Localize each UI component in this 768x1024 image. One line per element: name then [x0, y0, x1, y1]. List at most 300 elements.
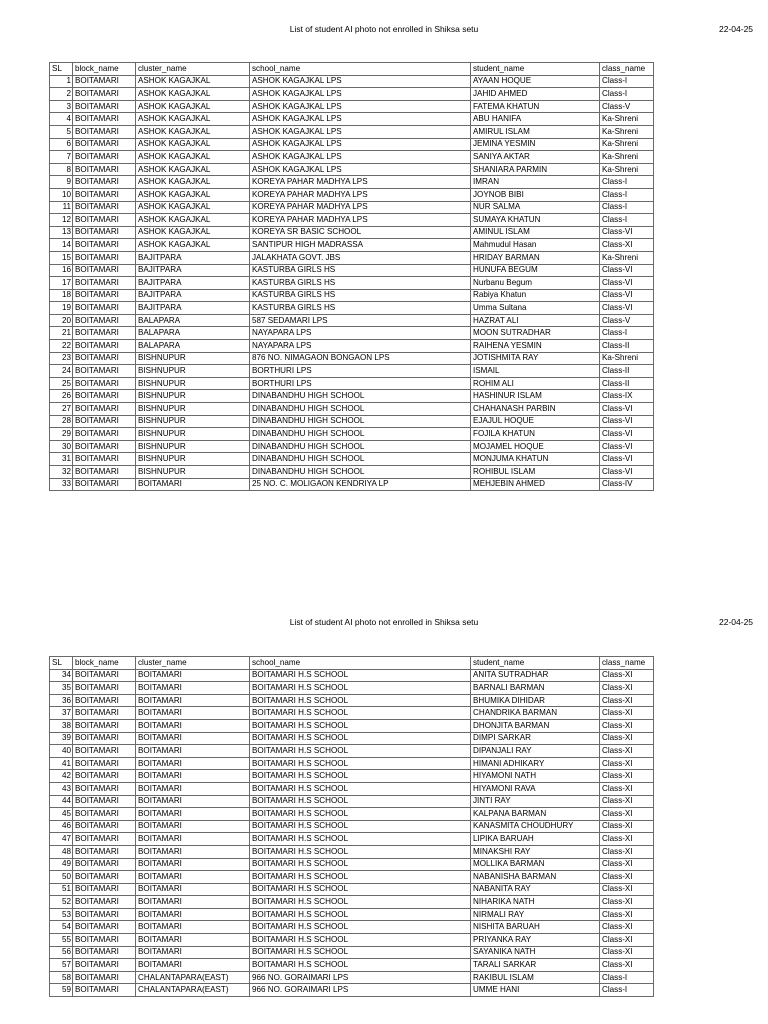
cell-student-name: JAHID AHMED [471, 88, 600, 101]
cell-sl: 22 [50, 340, 73, 353]
cell-sl: 21 [50, 327, 73, 340]
cell-sl: 54 [50, 921, 73, 934]
cell-sl: 34 [50, 669, 73, 682]
cell-class-name: Class-XI [600, 908, 654, 921]
table-row [50, 732, 654, 745]
cell-student-name: HRIDAY BARMAN [471, 251, 600, 264]
cell-sl: 24 [50, 365, 73, 378]
cell-school-name: BOITAMARI H.S SCHOOL [250, 921, 471, 934]
cell-class-name: Class-V [600, 100, 654, 113]
cell-block-name: BOITAMARI [73, 113, 136, 126]
cell-sl: 52 [50, 896, 73, 909]
cell-class-name: Class-IX [600, 390, 654, 403]
cell-school-name: NAYAPARA LPS [250, 340, 471, 353]
table-row [50, 808, 654, 821]
cell-school-name: JALAKHATA GOVT. JBS [250, 251, 471, 264]
cell-sl: 1 [50, 75, 73, 88]
cell-block-name: BOITAMARI [73, 176, 136, 189]
cell-cluster-name: BOITAMARI [136, 934, 250, 947]
cell-block-name: BOITAMARI [73, 138, 136, 151]
cell-class-name: Class-I [600, 75, 654, 88]
cell-cluster-name: BAJITPARA [136, 302, 250, 315]
cell-block-name: BOITAMARI [73, 883, 136, 896]
cell-sl: 8 [50, 163, 73, 176]
cell-class-name: Class-XI [600, 934, 654, 947]
table-row [50, 188, 654, 201]
cell-school-name: DINABANDHU HIGH SCHOOL [250, 453, 471, 466]
cell-school-name: 876 NO. NIMAGAON BONGAON LPS [250, 352, 471, 365]
table-row [50, 795, 654, 808]
cell-block-name: BOITAMARI [73, 100, 136, 113]
cell-sl: 46 [50, 820, 73, 833]
cell-student-name: TARALI SARKAR [471, 959, 600, 972]
cell-cluster-name: BOITAMARI [136, 694, 250, 707]
cell-student-name: MOON SUTRADHAR [471, 327, 600, 340]
cell-sl: 32 [50, 466, 73, 479]
cell-cluster-name: BOITAMARI [136, 896, 250, 909]
cell-cluster-name: BOITAMARI [136, 707, 250, 720]
cell-cluster-name: BAJITPARA [136, 289, 250, 302]
cell-cluster-name: BOITAMARI [136, 682, 250, 695]
cell-student-name: NUR SALMA [471, 201, 600, 214]
table-row [50, 302, 654, 315]
cell-class-name: Class-XI [600, 745, 654, 758]
table-row [50, 125, 654, 138]
cell-class-name: Class-V [600, 314, 654, 327]
cell-block-name: BOITAMARI [73, 125, 136, 138]
cell-sl: 43 [50, 782, 73, 795]
cell-school-name: BOITAMARI H.S SCHOOL [250, 795, 471, 808]
cell-student-name: FATEMA KHATUN [471, 100, 600, 113]
cell-class-name: Class-I [600, 971, 654, 984]
cell-student-name: MINAKSHI RAY [471, 845, 600, 858]
cell-school-name: KOREYA PAHAR MADHYA LPS [250, 176, 471, 189]
cell-student-name: AMINUL ISLAM [471, 226, 600, 239]
cell-student-name: HASHINUR ISLAM [471, 390, 600, 403]
cell-student-name: DHONJITA BARMAN [471, 719, 600, 732]
table-row [50, 959, 654, 972]
cell-cluster-name: CHALANTAPARA(EAST) [136, 984, 250, 997]
cell-cluster-name: ASHOK KAGAJKAL [136, 214, 250, 227]
sheet-title: List of student AI photo not enrolled in Shiksa setu [289, 24, 479, 34]
cell-sl: 13 [50, 226, 73, 239]
cell-student-name: DIMPI SARKAR [471, 732, 600, 745]
cell-school-name: 25 NO. C. MOLIGAON KENDRIYA LP [250, 478, 471, 491]
cell-block-name: BOITAMARI [73, 757, 136, 770]
table-row [50, 289, 654, 302]
cell-block-name: BOITAMARI [73, 340, 136, 353]
header-school-name: school_name [250, 63, 471, 76]
cell-class-name: Class-XI [600, 845, 654, 858]
cell-cluster-name: ASHOK KAGAJKAL [136, 226, 250, 239]
cell-student-name: ROHIBUL ISLAM [471, 466, 600, 479]
table-row [50, 75, 654, 88]
cell-school-name: BOITAMARI H.S SCHOOL [250, 871, 471, 884]
table-row [50, 934, 654, 947]
cell-sl: 9 [50, 176, 73, 189]
cell-class-name: Class-I [600, 188, 654, 201]
cell-cluster-name: BISHNUPUR [136, 390, 250, 403]
sheet-title: List of student AI photo not enrolled in Shiksa setu [289, 617, 479, 627]
cell-school-name: BOITAMARI H.S SCHOOL [250, 808, 471, 821]
cell-student-name: ANITA SUTRADHAR [471, 669, 600, 682]
cell-cluster-name: BAJITPARA [136, 277, 250, 290]
student-table [49, 656, 654, 997]
cell-sl: 42 [50, 770, 73, 783]
header-school-name: school_name [250, 657, 471, 670]
cell-class-name: Class-XI [600, 858, 654, 871]
cell-school-name: NAYAPARA LPS [250, 327, 471, 340]
cell-sl: 2 [50, 88, 73, 101]
cell-school-name: BOITAMARI H.S SCHOOL [250, 782, 471, 795]
cell-school-name: ASHOK KAGAJKAL LPS [250, 138, 471, 151]
cell-class-name: Ka-Shreni [600, 352, 654, 365]
cell-cluster-name: BOITAMARI [136, 946, 250, 959]
cell-sl: 4 [50, 113, 73, 126]
table-row [50, 478, 654, 491]
cell-school-name: BOITAMARI H.S SCHOOL [250, 833, 471, 846]
table-row [50, 277, 654, 290]
cell-class-name: Class-XI [600, 833, 654, 846]
cell-block-name: BOITAMARI [73, 415, 136, 428]
cell-class-name: Class-II [600, 340, 654, 353]
cell-school-name: BOITAMARI H.S SCHOOL [250, 682, 471, 695]
cell-sl: 37 [50, 707, 73, 720]
cell-cluster-name: BOITAMARI [136, 820, 250, 833]
cell-student-name: KALPANA BARMAN [471, 808, 600, 821]
cell-block-name: BOITAMARI [73, 782, 136, 795]
cell-school-name: BOITAMARI H.S SCHOOL [250, 845, 471, 858]
cell-sl: 58 [50, 971, 73, 984]
cell-student-name: ROHIM ALI [471, 377, 600, 390]
header-cluster-name: cluster_name [136, 657, 250, 670]
cell-cluster-name: ASHOK KAGAJKAL [136, 151, 250, 164]
cell-school-name: BOITAMARI H.S SCHOOL [250, 908, 471, 921]
cell-cluster-name: BAJITPARA [136, 251, 250, 264]
table-row [50, 214, 654, 227]
cell-block-name: BOITAMARI [73, 946, 136, 959]
cell-cluster-name: BOITAMARI [136, 833, 250, 846]
cell-sl: 56 [50, 946, 73, 959]
cell-school-name: BOITAMARI H.S SCHOOL [250, 858, 471, 871]
cell-school-name: BORTHURI LPS [250, 365, 471, 378]
cell-block-name: BOITAMARI [73, 682, 136, 695]
table-row [50, 226, 654, 239]
cell-class-name: Class-XI [600, 669, 654, 682]
cell-sl: 29 [50, 428, 73, 441]
header-student-name: student_name [471, 63, 600, 76]
cell-sl: 48 [50, 845, 73, 858]
sheet-date: 22-04-25 [719, 617, 754, 627]
cell-school-name: BOITAMARI H.S SCHOOL [250, 669, 471, 682]
cell-block-name: BOITAMARI [73, 239, 136, 252]
table-row [50, 669, 654, 682]
cell-school-name: ASHOK KAGAJKAL LPS [250, 113, 471, 126]
cell-school-name: BOITAMARI H.S SCHOOL [250, 732, 471, 745]
cell-cluster-name: BISHNUPUR [136, 377, 250, 390]
cell-sl: 44 [50, 795, 73, 808]
cell-block-name: BOITAMARI [73, 264, 136, 277]
cell-class-name: Class-XI [600, 239, 654, 252]
cell-school-name: KASTURBA GIRLS HS [250, 264, 471, 277]
table-row [50, 88, 654, 101]
cell-cluster-name: BOITAMARI [136, 908, 250, 921]
cell-sl: 57 [50, 959, 73, 972]
sheet-date: 22-04-25 [719, 24, 754, 34]
cell-block-name: BOITAMARI [73, 770, 136, 783]
header-student-name: student_name [471, 657, 600, 670]
cell-class-name: Class-I [600, 984, 654, 997]
cell-sl: 18 [50, 289, 73, 302]
cell-block-name: BOITAMARI [73, 959, 136, 972]
cell-class-name: Class-XI [600, 707, 654, 720]
cell-cluster-name: BOITAMARI [136, 921, 250, 934]
cell-cluster-name: BISHNUPUR [136, 428, 250, 441]
table-row [50, 113, 654, 126]
cell-student-name: AYAAN HOQUE [471, 75, 600, 88]
cell-class-name: Class-II [600, 377, 654, 390]
cell-student-name: PRIYANKA RAY [471, 934, 600, 947]
cell-sl: 30 [50, 440, 73, 453]
cell-block-name: BOITAMARI [73, 428, 136, 441]
cell-student-name: NIRMALI RAY [471, 908, 600, 921]
cell-school-name: ASHOK KAGAJKAL LPS [250, 100, 471, 113]
cell-sl: 27 [50, 403, 73, 416]
table-row [50, 883, 654, 896]
table-row [50, 327, 654, 340]
cell-sl: 12 [50, 214, 73, 227]
cell-class-name: Class-XI [600, 719, 654, 732]
cell-student-name: Nurbanu Begum [471, 277, 600, 290]
cell-student-name: SUMAYA KHATUN [471, 214, 600, 227]
cell-sl: 26 [50, 390, 73, 403]
cell-class-name: Class-XI [600, 896, 654, 909]
cell-class-name: Class-VI [600, 277, 654, 290]
cell-class-name: Ka-Shreni [600, 151, 654, 164]
cell-cluster-name: BOITAMARI [136, 770, 250, 783]
cell-cluster-name: BISHNUPUR [136, 440, 250, 453]
cell-class-name: Class-VI [600, 466, 654, 479]
header-sl: SL [50, 63, 73, 76]
cell-class-name: Ka-Shreni [600, 163, 654, 176]
table-header-row [50, 63, 654, 76]
table-row [50, 163, 654, 176]
cell-class-name: Class-VI [600, 415, 654, 428]
cell-school-name: KOREYA PAHAR MADHYA LPS [250, 201, 471, 214]
cell-class-name: Class-XI [600, 820, 654, 833]
cell-block-name: BOITAMARI [73, 934, 136, 947]
cell-class-name: Class-XI [600, 757, 654, 770]
cell-sl: 50 [50, 871, 73, 884]
cell-school-name: DINABANDHU HIGH SCHOOL [250, 440, 471, 453]
cell-student-name: HAZRAT ALI [471, 314, 600, 327]
table-row [50, 264, 654, 277]
cell-sl: 10 [50, 188, 73, 201]
cell-block-name: BOITAMARI [73, 390, 136, 403]
table-row [50, 782, 654, 795]
cell-cluster-name: BOITAMARI [136, 795, 250, 808]
cell-block-name: BOITAMARI [73, 669, 136, 682]
cell-class-name: Class-XI [600, 921, 654, 934]
cell-block-name: BOITAMARI [73, 214, 136, 227]
cell-class-name: Class-IV [600, 478, 654, 491]
cell-student-name: JEMINA YESMIN [471, 138, 600, 151]
cell-block-name: BOITAMARI [73, 151, 136, 164]
cell-sl: 33 [50, 478, 73, 491]
cell-block-name: BOITAMARI [73, 732, 136, 745]
cell-cluster-name: ASHOK KAGAJKAL [136, 75, 250, 88]
cell-class-name: Class-XI [600, 694, 654, 707]
cell-student-name: SANIYA AKTAR [471, 151, 600, 164]
cell-cluster-name: BOITAMARI [136, 858, 250, 871]
cell-school-name: BOITAMARI H.S SCHOOL [250, 770, 471, 783]
cell-block-name: BOITAMARI [73, 365, 136, 378]
cell-cluster-name: ASHOK KAGAJKAL [136, 239, 250, 252]
cell-class-name: Class-XI [600, 795, 654, 808]
cell-block-name: BOITAMARI [73, 871, 136, 884]
cell-student-name: AMIRUL ISLAM [471, 125, 600, 138]
cell-student-name: MOJAMEL HOQUE [471, 440, 600, 453]
table-row [50, 820, 654, 833]
cell-cluster-name: BOITAMARI [136, 883, 250, 896]
cell-student-name: KANASMITA CHOUDHURY [471, 820, 600, 833]
cell-class-name: Class-XI [600, 871, 654, 884]
cell-block-name: BOITAMARI [73, 440, 136, 453]
cell-school-name: BOITAMARI H.S SCHOOL [250, 820, 471, 833]
cell-block-name: BOITAMARI [73, 858, 136, 871]
cell-class-name: Class-II [600, 365, 654, 378]
cell-class-name: Class-XI [600, 883, 654, 896]
cell-class-name: Class-I [600, 176, 654, 189]
cell-sl: 55 [50, 934, 73, 947]
cell-school-name: DINABANDHU HIGH SCHOOL [250, 403, 471, 416]
table-row [50, 896, 654, 909]
cell-block-name: BOITAMARI [73, 352, 136, 365]
cell-student-name: FOJILA KHATUN [471, 428, 600, 441]
cell-school-name: 587 SEDAMARI LPS [250, 314, 471, 327]
cell-student-name: HUNUFA BEGUM [471, 264, 600, 277]
cell-block-name: BOITAMARI [73, 908, 136, 921]
cell-student-name: Rabiya Khatun [471, 289, 600, 302]
cell-block-name: BOITAMARI [73, 163, 136, 176]
cell-class-name: Ka-Shreni [600, 251, 654, 264]
cell-block-name: BOITAMARI [73, 833, 136, 846]
cell-cluster-name: BOITAMARI [136, 808, 250, 821]
cell-student-name: Mahmudul Hasan [471, 239, 600, 252]
cell-school-name: DINABANDHU HIGH SCHOOL [250, 428, 471, 441]
table-row [50, 719, 654, 732]
cell-cluster-name: BISHNUPUR [136, 415, 250, 428]
cell-block-name: BOITAMARI [73, 808, 136, 821]
cell-sl: 53 [50, 908, 73, 921]
cell-cluster-name: BISHNUPUR [136, 403, 250, 416]
table-row [50, 858, 654, 871]
cell-school-name: BOITAMARI H.S SCHOOL [250, 934, 471, 947]
cell-cluster-name: BISHNUPUR [136, 466, 250, 479]
cell-sl: 51 [50, 883, 73, 896]
cell-cluster-name: BOITAMARI [136, 871, 250, 884]
cell-block-name: BOITAMARI [73, 719, 136, 732]
cell-class-name: Class-VI [600, 453, 654, 466]
cell-student-name: Umma Sultana [471, 302, 600, 315]
cell-block-name: BOITAMARI [73, 745, 136, 758]
table-row [50, 757, 654, 770]
cell-cluster-name: BOITAMARI [136, 719, 250, 732]
cell-school-name: KASTURBA GIRLS HS [250, 302, 471, 315]
cell-sl: 49 [50, 858, 73, 871]
cell-student-name: NIHARIKA NATH [471, 896, 600, 909]
cell-student-name: MONJUMA KHATUN [471, 453, 600, 466]
cell-school-name: BOITAMARI H.S SCHOOL [250, 896, 471, 909]
cell-cluster-name: BOITAMARI [136, 757, 250, 770]
cell-student-name: CHAHANASH PARBIN [471, 403, 600, 416]
header-class-name: class_name [600, 657, 654, 670]
cell-sl: 38 [50, 719, 73, 732]
cell-class-name: Ka-Shreni [600, 125, 654, 138]
table-row [50, 403, 654, 416]
cell-sl: 47 [50, 833, 73, 846]
table-row [50, 415, 654, 428]
cell-student-name: JINTI RAY [471, 795, 600, 808]
cell-student-name: SAYANIKA NATH [471, 946, 600, 959]
cell-sl: 11 [50, 201, 73, 214]
cell-sl: 6 [50, 138, 73, 151]
cell-school-name: BOITAMARI H.S SCHOOL [250, 719, 471, 732]
cell-block-name: BOITAMARI [73, 896, 136, 909]
cell-block-name: BOITAMARI [73, 795, 136, 808]
table-row [50, 833, 654, 846]
cell-student-name: HIMANI ADHIKARY [471, 757, 600, 770]
cell-school-name: SANTIPUR HIGH MADRASSA [250, 239, 471, 252]
cell-class-name: Ka-Shreni [600, 113, 654, 126]
cell-block-name: BOITAMARI [73, 971, 136, 984]
header-block-name: block_name [73, 63, 136, 76]
cell-block-name: BOITAMARI [73, 921, 136, 934]
table-row [50, 845, 654, 858]
cell-school-name: 966 NO. GORAIMARI LPS [250, 984, 471, 997]
cell-class-name: Class-XI [600, 946, 654, 959]
cell-student-name: MEHJEBIN AHMED [471, 478, 600, 491]
cell-sl: 3 [50, 100, 73, 113]
cell-student-name: EJAJUL HOQUE [471, 415, 600, 428]
cell-school-name: BOITAMARI H.S SCHOOL [250, 757, 471, 770]
table-row [50, 239, 654, 252]
table-row [50, 694, 654, 707]
cell-class-name: Class-I [600, 201, 654, 214]
table-row [50, 390, 654, 403]
cell-student-name: RAKIBUL ISLAM [471, 971, 600, 984]
cell-student-name: HIYAMONI NATH [471, 770, 600, 783]
cell-block-name: BOITAMARI [73, 403, 136, 416]
cell-class-name: Class-XI [600, 808, 654, 821]
cell-cluster-name: ASHOK KAGAJKAL [136, 188, 250, 201]
cell-school-name: DINABANDHU HIGH SCHOOL [250, 466, 471, 479]
header-class-name: class_name [600, 63, 654, 76]
cell-class-name: Class-I [600, 327, 654, 340]
cell-sl: 28 [50, 415, 73, 428]
cell-block-name: BOITAMARI [73, 466, 136, 479]
cell-class-name: Class-XI [600, 682, 654, 695]
cell-cluster-name: ASHOK KAGAJKAL [136, 176, 250, 189]
cell-sl: 59 [50, 984, 73, 997]
cell-block-name: BOITAMARI [73, 984, 136, 997]
cell-class-name: Class-XI [600, 770, 654, 783]
table-row [50, 984, 654, 997]
cell-class-name: Class-I [600, 214, 654, 227]
cell-sl: 5 [50, 125, 73, 138]
cell-student-name: UMME HANI [471, 984, 600, 997]
table-row [50, 946, 654, 959]
